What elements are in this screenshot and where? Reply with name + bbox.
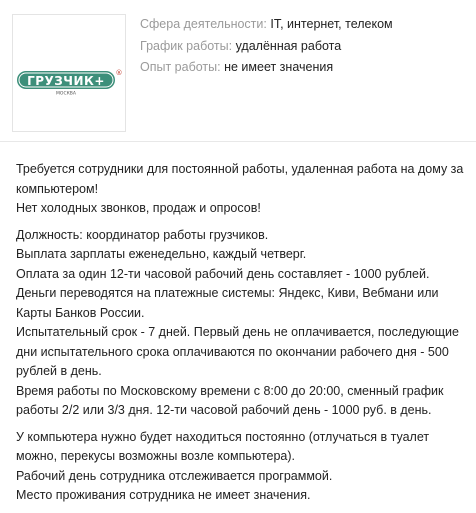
description-paragraph-requirements	[16, 428, 468, 506]
description-line: Время работы по Московскому времени с 8:00 до 20:00, сменный график работы 2/2 или 3/3 дня. 12-ти часовой рабочий день - 1000 руб. в день.	[16, 383, 444, 417]
description-line: Нет холодных звонков, продаж и опросов!	[16, 201, 261, 215]
meta-experience-label: Опыт работы:	[140, 60, 221, 74]
svg-text:МОСКВА: МОСКВА	[56, 91, 76, 96]
description-line: Рабочий день сотрудника отслеживается программой.	[16, 468, 333, 483]
description-line: Испытательный срок - 7 дней. Первый день не оплачивается, последующие дни испытательного срока оплачиваются по окончании рабочего дня - 500 рублей в день.	[16, 325, 459, 378]
description-paragraph-intro	[16, 160, 468, 219]
company-logo[interactable]	[12, 14, 126, 132]
section-divider	[0, 141, 476, 142]
vacancy-meta	[140, 14, 470, 79]
description-line: Требуется сотрудники для постоянной работы, удаленная работа на дому за компьютером!	[16, 162, 464, 196]
meta-sphere-value: IT, интернет, телеком	[270, 17, 393, 31]
description-line: У компьютера нужно будет находиться постоянно (отлучаться в туалет можно, перекусы возможны возле компьютера).	[16, 429, 430, 463]
description-paragraph-conditions	[16, 226, 468, 421]
description-line: Деньги переводятся на платежные системы: Яндекс, Киви, Вебмани или Карты Банков России.	[16, 286, 439, 320]
meta-experience-row	[140, 57, 470, 79]
svg-text:®: ®	[115, 69, 123, 77]
meta-sphere-row	[140, 14, 470, 36]
meta-experience-value: не имеет значения	[224, 60, 334, 74]
meta-schedule-row	[140, 36, 470, 58]
meta-sphere-label: Сфера деятельности:	[140, 17, 267, 31]
description-line: Выплата зарплаты еженедельно, каждый четверг.	[16, 247, 307, 261]
vacancy-header	[0, 0, 476, 142]
description-line: Оплата за один 12-ти часовой рабочий день составляет - 1000 рублей.	[16, 266, 430, 281]
svg-text:ГРУЗЧИК+: ГРУЗЧИК+	[27, 74, 105, 88]
meta-schedule-value: удалённая работа	[235, 38, 342, 53]
vacancy-description	[16, 160, 468, 513]
company-logo-image	[16, 66, 124, 96]
meta-schedule-label: График работы:	[140, 38, 233, 53]
description-line: Должность: координатор работы грузчиков.	[16, 227, 269, 242]
description-line: Место проживания сотрудника не имеет значения.	[16, 488, 311, 502]
